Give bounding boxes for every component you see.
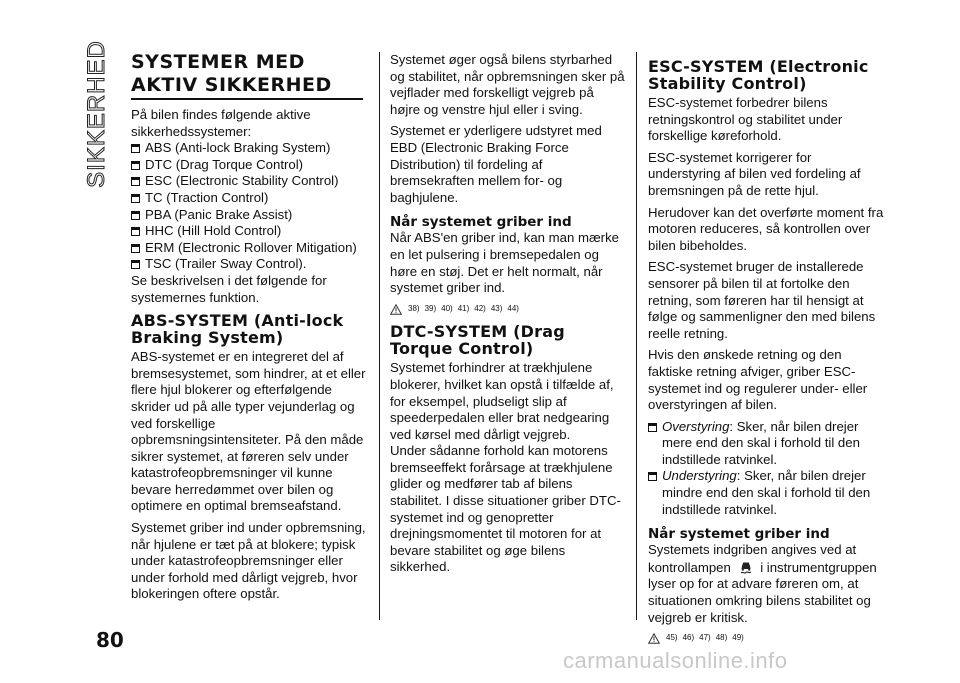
warning-triangle-icon xyxy=(648,633,660,644)
understeer-term: Understyring xyxy=(662,468,737,484)
main-title-line-2: AKTIV SIKKERHED xyxy=(131,74,332,96)
bullet-box-icon xyxy=(131,211,140,220)
title-underline xyxy=(131,98,363,100)
esc-paragraph-4: ESC-systemet bruger de installerede sensorer på bilen til at fortolke den retning, som føreren har til hensigt at følge og sammenligner den med bilens reelle retning. xyxy=(648,259,876,341)
oversteer-term: Overstyring xyxy=(662,418,730,434)
warning-triangle-icon xyxy=(390,304,402,315)
column-2 xyxy=(390,52,626,581)
list-item xyxy=(648,468,884,518)
list-item: HHC (Hill Hold Control) xyxy=(131,223,367,240)
abs-paragraph-4: Systemet er yderligere udstyret med EBD (Electronic Braking Force Distribution) til fordeling af bremsekraften mellem for- og baghjulene. xyxy=(390,123,602,205)
intro-text: På bilen findes følgende aktive sikkerhedssystemer: xyxy=(131,107,311,139)
section-side-title-text: SIKKERHED xyxy=(83,40,111,188)
bullet-box-icon xyxy=(131,161,140,170)
bullet-box-icon xyxy=(131,260,140,269)
oversteer-definition: : Sker, når bilen drejer mere end den skal i forhold til den indstillede ratvinkel. xyxy=(662,418,860,467)
list-item: ABS (Anti-lock Braking System) xyxy=(131,140,367,157)
steering-definitions xyxy=(648,419,884,519)
dtc-paragraph-1: Systemet forhindrer at trækhjulene blokerer, hvilket kan opstå i tilfælde af, for eksempel, pludseligt slip af speederpedalen eller brat nedgearing ved kørsel med dårligt vejgreb. xyxy=(390,360,614,442)
esc-paragraph-1: ESC-systemet forbedrer bilens retningskontrol og stabilitet under forskellige køreforhold. xyxy=(648,95,843,144)
warning-references xyxy=(390,301,626,318)
bullet-box-icon xyxy=(648,472,657,481)
abs-heading: ABS-SYSTEM (Anti-lock Braking System) xyxy=(131,311,344,348)
watermark: carmanualsonline.info xyxy=(563,648,788,673)
understeer-definition: : Sker, når bilen drejer mindre end den skal i forhold til den indstillede ratvinkel. xyxy=(662,468,871,517)
column-3 xyxy=(648,52,884,653)
list-item: TC (Traction Control) xyxy=(131,190,367,207)
esc-heading: ESC-SYSTEM (Electronic Stability Control) xyxy=(648,57,869,93)
esc-warning-lamp-icon xyxy=(738,559,754,575)
warning-references xyxy=(648,630,884,647)
list-item: PBA (Panic Brake Assist) xyxy=(131,207,367,224)
column-1 xyxy=(131,52,367,608)
dtc-paragraph-2: Under sådanne forhold kan motorens bremseeffekt forårsage at trækhjulene glider og medfører tab af bilens stabilitet. I disse situationer griber DTC-systemet ind og genopretter drejningsmomentet til motoren for at bevare stabilitet og øge bilens sikkerhed. xyxy=(390,443,621,575)
bullet-box-icon xyxy=(131,194,140,203)
bullet-box-icon xyxy=(648,423,657,432)
bullet-box-icon xyxy=(131,144,140,153)
list-item: ERM (Electronic Rollover Mitigation) xyxy=(131,240,367,257)
dtc-heading: DTC-SYSTEM (Drag Torque Control) xyxy=(390,322,565,359)
list-item: DTC (Drag Torque Control) xyxy=(131,157,367,174)
esc-paragraph-5: Hvis den ønskede retning og den faktiske retning afviger, griber ESC-systemet ind og regulerer under- eller overstyringen af bilen. xyxy=(648,347,868,413)
abs-engage-text: Når ABS'en griber ind, kan man mærke en let pulsering i bremsepedalen og høre en støj. Det er helt normalt, når systemet griber ind. xyxy=(390,230,620,296)
list-item: TSC (Trailer Sway Control). xyxy=(131,256,367,273)
column-divider-2 xyxy=(636,52,637,620)
main-title-line-1: SYSTEMER MED xyxy=(131,51,305,73)
bullet-box-icon xyxy=(131,244,140,253)
column-divider-1 xyxy=(379,52,380,620)
outro-text: Se beskrivelsen i det følgende for systemernes funktion. xyxy=(131,272,327,305)
bullet-box-icon xyxy=(131,227,140,236)
list-item xyxy=(648,419,884,469)
abs-paragraph-2: Systemet griber ind under opbremsning, når hjulene er tæt på at blokere; typisk under katastrofeopbremsninger eller under forhold med dårligt vejgreb, hvor blokeringen oftere opstår. xyxy=(131,520,366,602)
esc-paragraph-2: ESC-systemet korrigerer for understyring af bilen ved fordeling af bremsningen på de rette hjul. xyxy=(648,149,861,198)
esc-engage-text: Systemets indgriben angives ved at kontrollampen i instrumentgruppen lyser op for at advare føreren om, at situationen omkring bilens stabilitet og vejgreb er kritisk. xyxy=(648,542,877,625)
list-item: ESC (Electronic Stability Control) xyxy=(131,173,367,190)
page-number: 80 xyxy=(96,628,124,652)
esc-paragraph-3: Herudover kan det overførte moment fra motoren reduceres, så kontrollen over bilen bibeholdes. xyxy=(648,204,884,253)
section-side-title xyxy=(82,40,112,188)
abs-engage-heading: Når systemet griber ind xyxy=(390,214,572,231)
systems-list xyxy=(131,140,367,273)
esc-engage-heading: Når systemet griber ind xyxy=(648,526,830,543)
abs-paragraph-1: ABS-systemet er en integreret del af bremsesystemet, som hindrer, at et eller flere hjul blokerer og efterfølgende skrider ud på alle typer vejunderlag og ved forskellige opbremsningsintensiteter. På den måde sikrer systemet, at føreren selv under katastrofeopbremsninger vil kunne bevare herredømmet over bilen og optimere en optimal bremseafstand. xyxy=(131,349,366,514)
reference-numbers: 38) 39) 40) 41) 42) 43) 44) xyxy=(408,303,519,313)
reference-numbers: 45) 46) 47) 48) 49) xyxy=(666,633,744,643)
abs-paragraph-3: Systemet øger også bilens styrbarhed og stabilitet, når opbremsningen sker på vejflader med forskelligt vejgreb på højre og venstre hjul eller i sving. xyxy=(390,52,625,117)
bullet-box-icon xyxy=(131,177,140,186)
